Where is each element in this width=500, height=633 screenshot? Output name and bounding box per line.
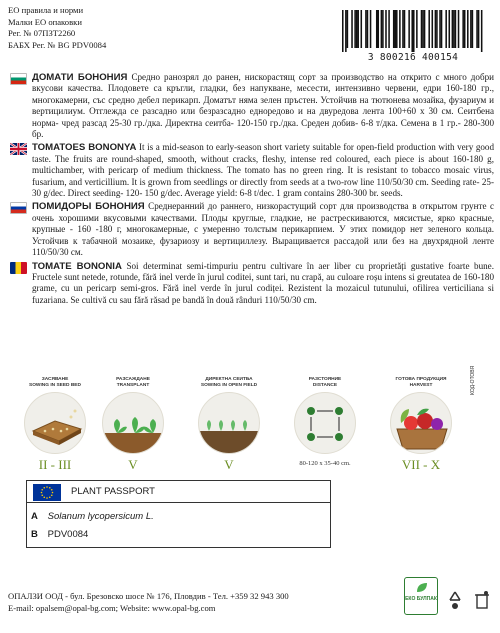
footer-icons bbox=[404, 577, 496, 617]
passport-row-b bbox=[31, 529, 88, 540]
eko-bulpak-logo bbox=[404, 577, 438, 615]
eko-text: ЕКО БУЛПАК bbox=[405, 596, 437, 602]
passport-header bbox=[27, 481, 330, 503]
stage-transplant bbox=[93, 377, 173, 473]
reg-line: ЕО правила и норми bbox=[8, 5, 84, 15]
stage-months: V bbox=[128, 457, 138, 472]
trash-bin-icon bbox=[472, 589, 492, 611]
section-english bbox=[8, 142, 494, 199]
field-icon bbox=[198, 392, 260, 454]
section-title: ДОМАТИ БОНОНИЯ bbox=[32, 72, 128, 83]
plant-passport bbox=[26, 480, 331, 548]
stage-harvest bbox=[381, 377, 461, 473]
barcode bbox=[334, 10, 492, 65]
row-key: B bbox=[31, 529, 38, 540]
stage-title: РАЗСТОЯНИЕ DISTANCE bbox=[308, 377, 342, 388]
uk-flag-icon bbox=[10, 143, 27, 155]
eu-flag-icon bbox=[33, 484, 61, 501]
stage-title: ГОТОВА ПРОДУКЦИЯ HARVEST bbox=[395, 377, 447, 388]
growing-calendar bbox=[15, 377, 485, 497]
bulgaria-flag-icon bbox=[10, 73, 27, 85]
section-text: Средно ранозрял до ранен, нискорастящ сорт за производство на открито с много добри вкусови качества. Плодовете са кръгли, гладки, без напукване, месести, интензивно червени, едри 160-180 гр., многокамерни, със средно дебел перикарп. Доматът няма зелен пръстен. Устойчив на тютюнева мозайка, фузариум и вертицилиум. Отглежда се разсадно или безразсадно еднoредово и на двуредова лента 100+60 x 30 см. Сеитбена норма- чред разсад 25-30 гр./дка. Директна сеитба- 120-150 гр./дка. Среден добив- 6-8 т/дка. Семена в 1 гр.- 280-300 бр. bbox=[32, 72, 494, 140]
section-text: It is a mid-season to early-season short variety suitable for open-field production with very good taste. The fruits are round-shaped, smooth, without cracks, fleshy, intense red coloured, each piece is about 160-180 g, multichamber, with pericarp of medium thickness. The tomato has no green ring. It is resistant to tobacco mosaic virus, fusarium, and verticillium. It is grown from seedlings or directly from seeds at a two-row line 110/50/30 cm. Seeding rate- 25-30 g/dec. Direct seeding- 120- 150 g/dec. Average yield: 6-8 t/dec. 1 gram contains 280-300 br. seeds. bbox=[32, 142, 495, 199]
stage-sowing bbox=[15, 377, 95, 473]
barcode-number: 3 800216 400154 bbox=[367, 52, 459, 63]
footer-address: ОПАЛЗИ ООД - бул. Брезовско шосе № 176, Пловдив - Тел. +359 32 943 300 bbox=[8, 591, 289, 601]
stage-months: V bbox=[224, 457, 234, 472]
section-romanian bbox=[8, 261, 494, 307]
registration-info bbox=[8, 5, 106, 51]
row-key: A bbox=[31, 511, 38, 522]
passport-row-a bbox=[31, 511, 154, 522]
reg-line: Малки ЕО опаковки bbox=[8, 16, 82, 27]
stage-title: РАЗСАЖДАНЕ TRANSPLANT bbox=[116, 377, 150, 388]
row-value: PDV0084 bbox=[47, 529, 89, 540]
reg-line: БАБХ Рег. № BG PDV0084 bbox=[8, 39, 107, 50]
stage-distance-value: 80-120 x 35-40 cm. bbox=[299, 460, 351, 467]
distance-icon bbox=[294, 392, 356, 454]
section-title: ПОМИДОРЫ БОНОНИЯ bbox=[32, 201, 145, 213]
section-russian bbox=[8, 201, 494, 258]
stage-months: VII - X bbox=[401, 457, 441, 472]
russia-flag-icon bbox=[10, 202, 27, 214]
stage-title: ЗАСЯВАНЕ SOWING IN SEED BED bbox=[29, 377, 81, 388]
header bbox=[0, 0, 500, 70]
harvest-icon bbox=[390, 392, 452, 454]
stage-direct-sowing bbox=[189, 377, 269, 473]
stage-distance bbox=[285, 377, 365, 467]
romania-flag-icon bbox=[10, 262, 27, 274]
recycle-icon bbox=[444, 589, 466, 611]
seedlings-icon bbox=[102, 392, 164, 454]
passport-title: PLANT PASSPORT bbox=[71, 486, 155, 497]
section-text: Soi determinat semi-timpuriu pentru cultivare în aer liber cu proprietăți gustative foarte bune. Fructele sunt netede, rotunde, fără inel verde în jurul coditei, sunt tari, nu crapă, au culoare roșu intens si greutatea de 160-180 grame, cu un pericarp semi-gros. Fără inel verde în jurul codiței. Rezistent la mozaicul tutunului, ofilirea verticiliana si fuzariana. Se cultivă cu sau fără răsad pe bandă în două rânduri 110/50/30 cm. bbox=[32, 260, 494, 305]
section-text: Среднеранний до раннего, низкорастущий сорт для производства в открытом грунте с очень хорошими вкусовыми качествами. Плоды круглые, гладкие, не растрескиваются, мясистые, ярко красные, крупные - 160 -180 г, многокамерные, с умеренно толстым перикарпием. У этих помидор нет зеленого кольца. Устойчив к табачной мозаике, фузариозу и вертициллезу. Выращивается рассадой или без на двухрядной ленте 110/50/30 см. bbox=[32, 201, 495, 258]
footer-web: E-mail: opalsem@opal-bg.com; Website: www.opal-bg.com bbox=[8, 603, 216, 613]
section-title: TOMATE BONONIA bbox=[32, 260, 122, 272]
row-value: Solanum lycopersicum L. bbox=[47, 511, 154, 522]
stage-title: ДИРЕКТНА СЕИТБА SOWING IN OPEN FIELD bbox=[200, 377, 258, 388]
vertical-code: КОД-ОТОВЯ bbox=[470, 365, 476, 395]
barcode-bars-icon bbox=[342, 10, 484, 52]
description-sections bbox=[8, 72, 494, 308]
reg-line: Рег. № 07ПЗТ2260 bbox=[8, 28, 76, 39]
footer-contacts bbox=[8, 590, 289, 614]
tray-icon bbox=[24, 392, 86, 454]
stage-months: II - III bbox=[38, 457, 72, 472]
section-bulgarian bbox=[8, 72, 494, 140]
leaf-icon bbox=[415, 581, 429, 594]
section-title: TOMATOES BONONYA bbox=[32, 142, 137, 154]
